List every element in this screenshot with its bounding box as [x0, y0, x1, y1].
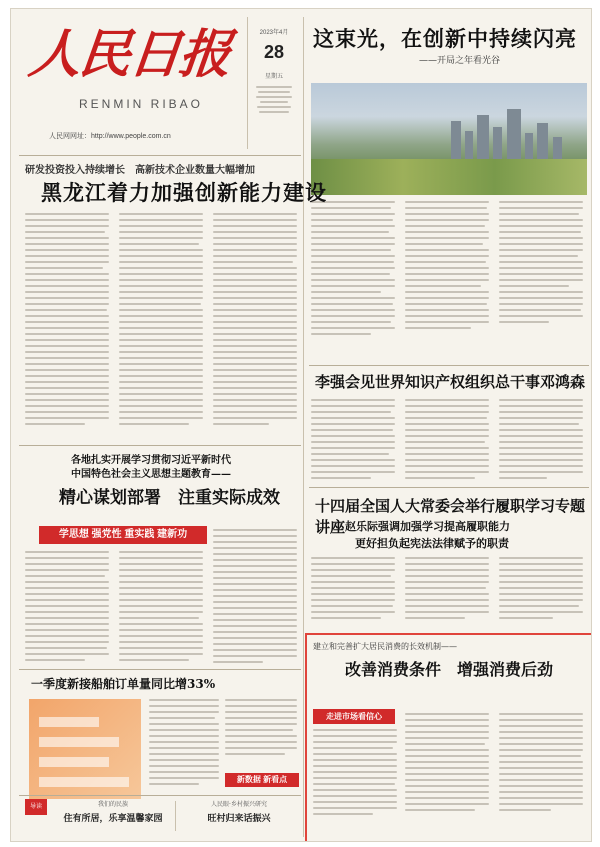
theme-kicker1: 各地扎实开展学习贯彻习近平新时代 — [71, 455, 231, 466]
npc-story-col2 — [405, 557, 489, 623]
rule — [19, 445, 301, 446]
li-story-col3 — [499, 399, 583, 483]
theme-col1 — [25, 551, 109, 665]
li-story-col1 — [311, 399, 395, 483]
theme-kicker2: 中国特色社会主义思想主题教育—— — [71, 469, 231, 480]
city-photo — [311, 83, 587, 195]
masthead — [25, 19, 245, 129]
masthead-divider — [247, 17, 248, 149]
theme-headline: 精心谋划部署 注重实际成效 — [59, 488, 280, 508]
highlight-col1 — [313, 729, 397, 819]
top-story-body-col1 — [311, 201, 395, 339]
theme-banner: 学思想 强党性 重实践 建新功 — [39, 526, 207, 544]
date-box — [249, 19, 299, 147]
date-day: 28 — [263, 42, 285, 62]
guide-tag: 导读 — [25, 799, 47, 815]
masthead-pinyin: RENMIN RIBAO — [79, 97, 204, 111]
lead-headline: 黑龙江着力加强创新能力建设 — [41, 180, 327, 205]
lead-kicker: 研发投资投入持续增长 高新技术企业数量大幅增加 — [25, 165, 255, 176]
column-divider — [303, 17, 304, 837]
top-story-title: 这束光，在创新中持续闪亮 — [313, 26, 577, 51]
footer-left-big: 住有所居，乐享温馨家园 — [63, 814, 163, 824]
date-year: 2023年4月 — [259, 30, 289, 36]
li-story-col2 — [405, 399, 489, 483]
highlight-col2 — [405, 713, 489, 815]
lead-col1 — [25, 213, 109, 429]
ship-col1 — [149, 699, 219, 789]
top-story-body-col3 — [499, 201, 583, 327]
date-weekday: 星期五 — [264, 74, 283, 80]
footer-right[interactable] — [179, 799, 299, 835]
highlight-col3 — [499, 713, 583, 815]
ship-col2 — [225, 699, 297, 759]
footer-left[interactable] — [53, 799, 173, 835]
footer-divider — [175, 801, 176, 831]
ship-infographic — [29, 699, 141, 799]
li-story-headline: 李强会见世界知识产权组织总干事邓鸿森 — [315, 373, 586, 391]
newspaper-logo: 人民日报 — [25, 24, 233, 85]
npc-story-col3 — [499, 557, 583, 623]
ship-headline: 一季度新接船舶订单量同比增33% — [31, 677, 216, 691]
rule — [19, 795, 301, 796]
top-story-body-col2 — [405, 201, 489, 333]
npc-story-headline: 十四届全国人大常委会举行履职学习专题讲座 — [315, 497, 586, 536]
top-story-subtitle: ——开局之年看光谷 — [419, 56, 501, 66]
lead-col3 — [213, 213, 297, 429]
footer-right-small: 人民眼·乡村振兴研究 — [211, 801, 267, 808]
rule — [309, 487, 589, 488]
new-data-pill: 新数据 新看点 — [225, 773, 299, 787]
newspaper-page — [10, 8, 592, 842]
theme-col2 — [119, 551, 203, 665]
footer-right-big: 旺村归来话振兴 — [207, 814, 271, 824]
lead-col2 — [119, 213, 203, 429]
npc-story-sub2: 更好担负起宪法法律赋予的职责 — [355, 537, 509, 550]
rule — [19, 155, 301, 156]
npc-story-col1 — [311, 557, 395, 623]
npc-story-sub1: 赵乐际强调加强学习提高履职能力 — [345, 520, 510, 533]
highlight-kicker: 建立和完善扩大居民消费的长效机制—— — [313, 642, 457, 651]
masthead-url: 人民网网址：http://www.people.com.cn — [49, 133, 171, 140]
highlight-headline: 改善消费条件 增强消费后劲 — [345, 660, 554, 679]
footer-left-small: 我们的民族 — [97, 801, 128, 808]
theme-col3 — [213, 529, 297, 667]
rule — [309, 365, 589, 366]
highlight-banner: 走进市场看信心 — [313, 709, 395, 724]
date-filler — [249, 86, 299, 113]
rule — [19, 669, 301, 670]
